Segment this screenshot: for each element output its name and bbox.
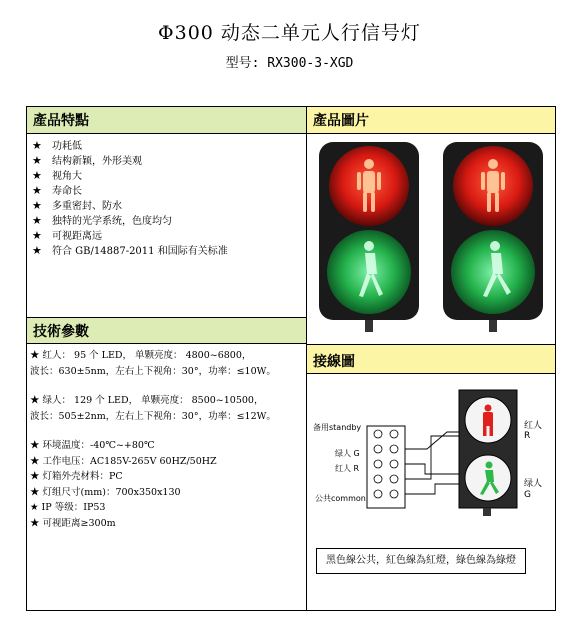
wire-label-green: 绿人 G bbox=[335, 449, 360, 458]
tech-item: ★ 环境温度：-40℃~+80℃ bbox=[30, 440, 155, 451]
star-icon: ★ bbox=[32, 229, 42, 242]
lamp-label-green: 绿人 bbox=[524, 479, 543, 489]
lamp-code-red: R bbox=[524, 431, 531, 441]
tech-item: ★ 灯组尺寸(mm)：700x350x130 bbox=[30, 486, 181, 498]
model-number: 型号: RX300-3-XGD bbox=[225, 56, 354, 71]
tech-params bbox=[30, 348, 305, 531]
wiring-header: 接線圖 bbox=[306, 344, 556, 374]
tech-red-line2: 波长：630±5nm，左右上下视角：30°，功率：≤10W。 bbox=[30, 365, 276, 377]
feature-item: ★ 可视距离远 bbox=[32, 229, 102, 242]
tech-item: ★ 可视距离≥300m bbox=[30, 517, 116, 529]
picture-header: 產品圖片 bbox=[306, 106, 556, 134]
traffic-light-right bbox=[443, 142, 543, 332]
tech-green-line1: ★ 绿人： 129 个 LED， 单颗亮度： 8500~10500， bbox=[30, 395, 264, 406]
feature-item: ★ 结构新颖，外形美观 bbox=[32, 154, 142, 167]
tech-red-line1: ★ 红人： 95 个 LED， 单颗亮度： 4800~6800， bbox=[30, 350, 252, 361]
star-icon: ★ bbox=[32, 154, 42, 167]
star-icon: ★ bbox=[32, 184, 42, 197]
wiring-diagram bbox=[307, 374, 555, 544]
wire-label-common: 公共common bbox=[315, 494, 366, 503]
tech-item: ★ 工作电压：AC185V-265V 60HZ/50HZ bbox=[30, 455, 217, 467]
lamp-label-red: 红人 bbox=[524, 421, 543, 431]
wire-label-red: 红人 R bbox=[335, 464, 360, 473]
star-icon: ★ bbox=[32, 214, 42, 227]
features-header: 產品特點 bbox=[26, 106, 307, 134]
feature-item: ★ 独特的光学系统，色度均匀 bbox=[32, 214, 172, 227]
star-icon: ★ bbox=[32, 244, 42, 257]
wiring-legend: 黑色線公共，紅色線為紅燈，綠色線為綠燈 bbox=[316, 548, 526, 574]
lamp-code-green: G bbox=[524, 490, 531, 500]
page-title: Φ300 动态二单元人行信号灯 bbox=[158, 22, 421, 44]
feature-item: ★ 寿命长 bbox=[32, 184, 82, 197]
traffic-light-left bbox=[319, 142, 419, 332]
star-icon: ★ bbox=[32, 139, 42, 152]
feature-item: ★ 多重密封、防水 bbox=[32, 199, 122, 212]
feature-item: ★ 功耗低 bbox=[32, 139, 82, 152]
star-icon: ★ bbox=[32, 169, 42, 182]
tech-item: ★ 灯箱外壳材料：PC bbox=[30, 471, 123, 482]
feature-item: ★ 符合 GB/14887-2011 和国际有关标准 bbox=[32, 244, 228, 257]
wire-label-standby: 备用standby bbox=[313, 423, 362, 432]
tech-header: 技術參數 bbox=[26, 317, 307, 344]
product-picture bbox=[307, 134, 555, 344]
tech-green-line2: 波长：505±2nm，左右上下视角：30°，功率：≤12W。 bbox=[30, 410, 276, 422]
terminal-block bbox=[367, 426, 405, 508]
star-icon: ★ bbox=[32, 199, 42, 212]
feature-item: ★ 视角大 bbox=[32, 169, 82, 182]
features-list bbox=[32, 138, 302, 258]
tech-item: ★ IP 等级：IP53 bbox=[30, 502, 106, 513]
